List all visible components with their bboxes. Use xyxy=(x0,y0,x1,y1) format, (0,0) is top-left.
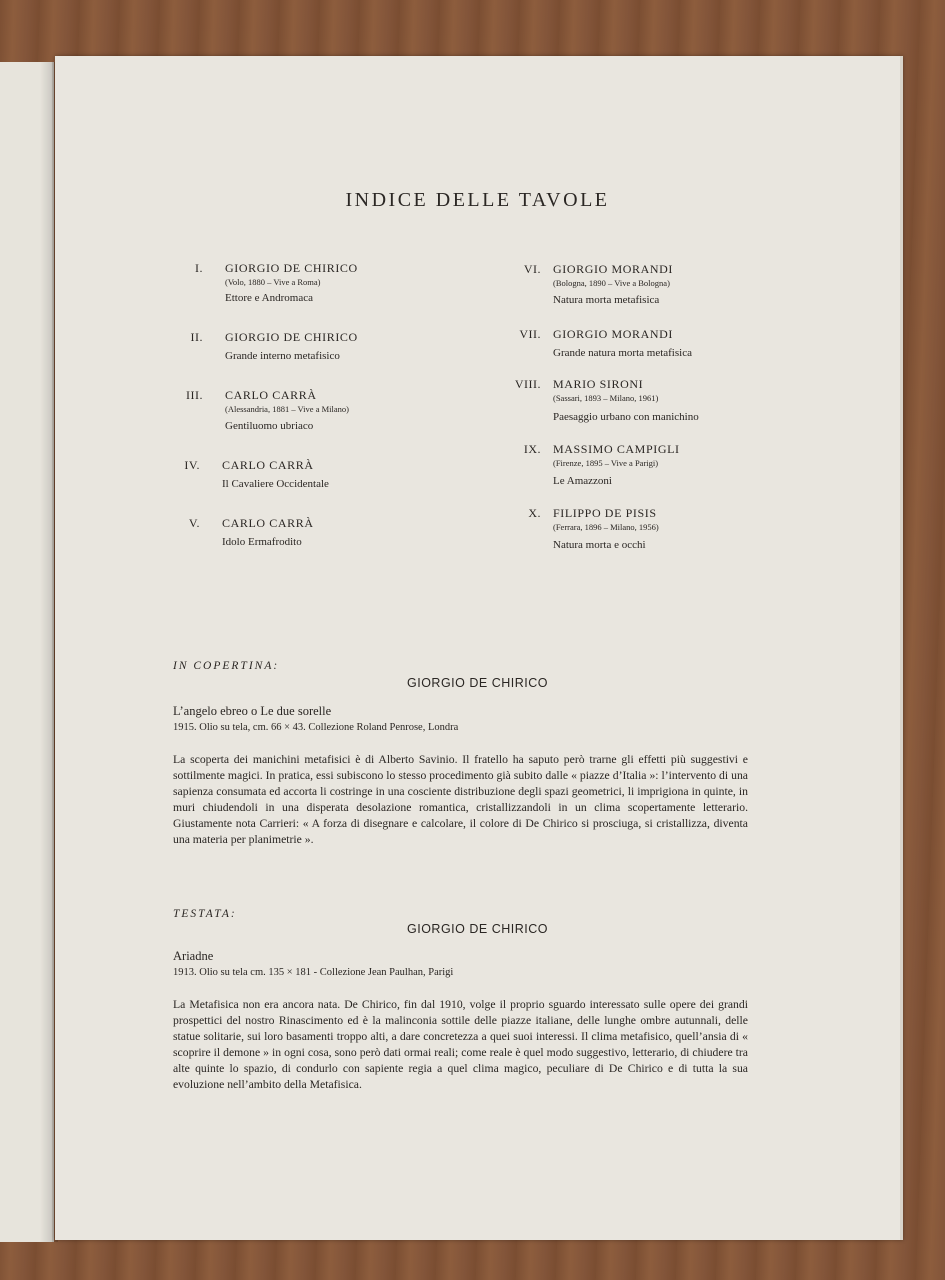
copertina-artist: GIORGIO DE CHIRICO xyxy=(407,676,548,690)
plate-artist: GIORGIO MORANDI xyxy=(553,327,673,341)
plate-numeral: II. xyxy=(190,330,203,344)
plate-work: Natura morta e occhi xyxy=(553,539,646,551)
plate-numeral: V. xyxy=(188,516,200,530)
testata-paragraph: La Metafisica non era ancora nata. De Chirico, fin dal 1910, volge il proprio sguardo interessato sulle opere dei grandi prospettici del nostro Rinascimento ed è la malinconia sottile delle piazze italiane, delle lunghe ombre autunnali, delle statue solitarie, sui loro basamenti troppo alti, a dare concretezza a quei suoi interessi. Il clima metafisico, quell’ansia di « scoprire il demone » in ogni cosa, sono però dati ormai reali; come reale è quel modo suggestivo, letterario, di chiudere tra alte quinte lo spazio, di condurlo con sapiente regia a quel clima magico, peculiare di De Chirico e di tutta la sua evoluzione nell’ambito della Metafisica. xyxy=(173,998,748,1091)
plate-artist: GIORGIO MORANDI xyxy=(553,262,673,276)
plate-dates: (Ferrara, 1896 – Milano, 1956) xyxy=(553,522,659,532)
plate-artist: GIORGIO DE CHIRICO xyxy=(225,330,358,344)
plate-dates: (Sassari, 1893 – Milano, 1961) xyxy=(553,393,659,403)
copertina-work-title: L’angelo ebreo o Le due sorelle xyxy=(173,704,332,718)
plate-artist: CARLO CARRÀ xyxy=(222,516,314,530)
plate-numeral: VII. xyxy=(519,327,541,341)
plate-work: Il Cavaliere Occidentale xyxy=(222,478,329,490)
plate-artist: MASSIMO CAMPIGLI xyxy=(553,442,680,456)
plate-dates: (Firenze, 1895 – Vive a Parigi) xyxy=(553,458,659,468)
testata-work-title: Ariadne xyxy=(173,949,214,963)
plate-dates: (Alessandria, 1881 – Vive a Milano) xyxy=(225,404,349,414)
plate-artist: FILIPPO DE PISIS xyxy=(553,506,657,520)
plate-work: Gentiluomo ubriaco xyxy=(225,420,314,432)
copertina-paragraph: La scoperta dei manichini metafisici è di Alberto Savinio. Il fratello ha saputo però trarne gli effetti più suggestivi e sottilmente magici. In pratica, essi subiscono lo stesso procedimento già subito dalle « piazze d’Italia »: l’intervento di una sapienza consumata ed accorta li costringe in una cosciente distribuzione degli spazi geometrici, li imprigiona in quinte, in muri chiudendoli in una disperata desolazione romantica, cristallizzandoli in un clima scopertamente letterario. Giustamente nota Carrieri: « A forza di disegnare e calcolare, il colore di De Chirico si prosciuga, si cristallizza, diventa una materia per planimetrie ». xyxy=(173,753,748,846)
plate-work: Natura morta metafisica xyxy=(553,294,660,306)
plate-artist: GIORGIO DE CHIRICO xyxy=(225,261,358,275)
plate-work: Ettore e Andromaca xyxy=(225,292,313,304)
copertina-work-details: 1915. Olio su tela, cm. 66 × 43. Collezione Roland Penrose, Londra xyxy=(173,722,459,733)
document-page xyxy=(55,56,903,1240)
testata-label: TESTATA: xyxy=(173,908,237,920)
plate-artist: MARIO SIRONI xyxy=(553,377,644,391)
plate-numeral: I. xyxy=(195,261,203,275)
testata-artist: GIORGIO DE CHIRICO xyxy=(407,922,548,936)
plate-dates: (Bologna, 1890 – Vive a Bologna) xyxy=(553,278,670,288)
plate-work: Paesaggio urbano con manichino xyxy=(553,411,699,423)
plate-numeral: IV. xyxy=(184,458,200,472)
page-title: INDICE DELLE TAVOLE xyxy=(345,189,610,211)
plate-numeral: VI. xyxy=(523,262,541,276)
plate-work: Le Amazzoni xyxy=(553,475,612,487)
plate-numeral: X. xyxy=(528,506,541,520)
copertina-label: IN COPERTINA: xyxy=(173,660,280,672)
plate-work: Idolo Ermafrodito xyxy=(222,536,302,548)
plate-numeral: IX. xyxy=(523,442,541,456)
plate-numeral: VIII. xyxy=(514,377,541,391)
plate-work: Grande natura morta metafisica xyxy=(553,347,692,359)
plate-dates: (Volo, 1880 – Vive a Roma) xyxy=(225,277,321,287)
testata-work-details: 1913. Olio su tela cm. 135 × 181 - Collezione Jean Paulhan, Parigi xyxy=(173,967,454,978)
plate-artist: CARLO CARRÀ xyxy=(225,388,317,402)
plate-work: Grande interno metafisico xyxy=(225,350,340,362)
plate-artist: CARLO CARRÀ xyxy=(222,458,314,472)
plate-numeral: III. xyxy=(186,388,203,402)
